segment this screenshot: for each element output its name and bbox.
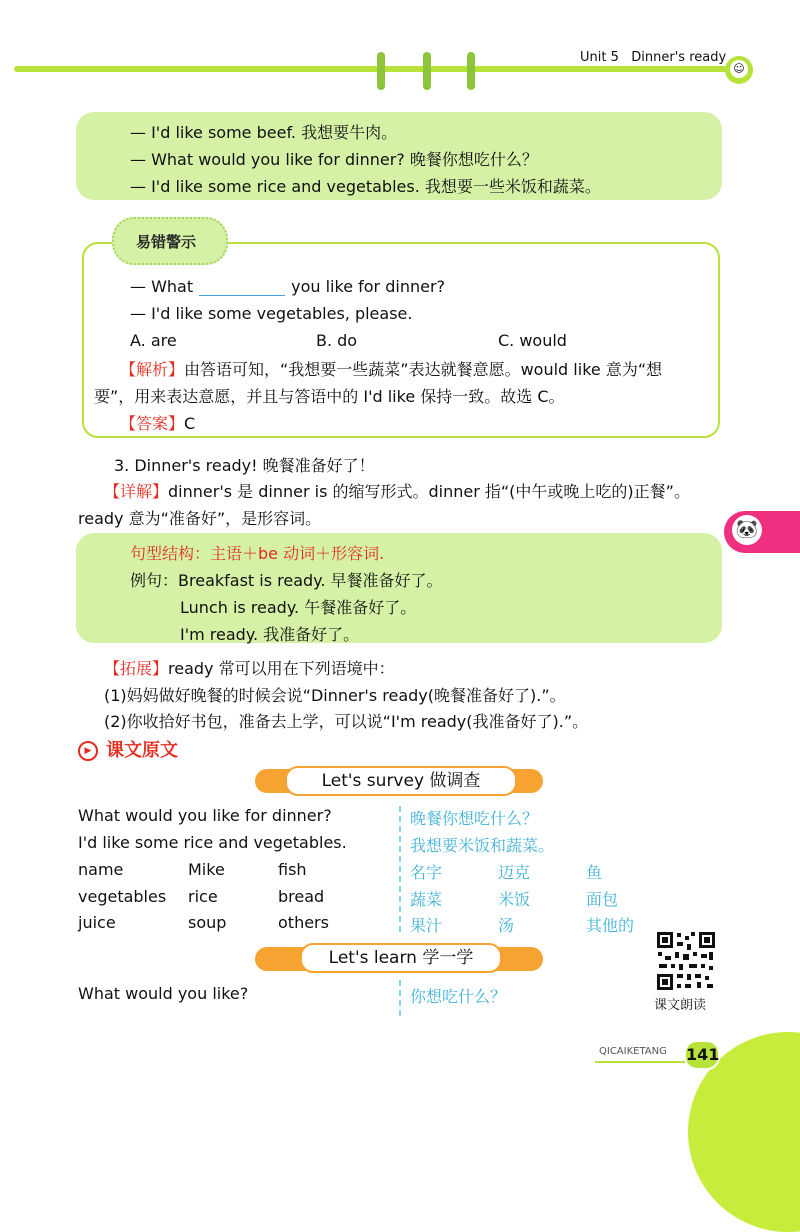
extension-item-2: (2)你收拾好书包，准备去上学，可以说“I'm ready(我准备好了).”。 [104, 712, 589, 731]
dialogue-line: — I'd like some rice and vegetables. 我想要一些米饭和蔬菜。 [130, 177, 601, 196]
mascot-face-icon: ☺ [730, 60, 748, 78]
learn-cn-question: 你想吃什么？ [410, 987, 507, 1006]
answer-line: 【答案】C [120, 414, 196, 433]
survey-en-answer: I'd like some rice and vegetables. [78, 833, 347, 852]
answer-blank [199, 279, 285, 296]
warning-box [82, 242, 720, 438]
table-cell-cn: 迈克 [498, 863, 531, 882]
table-cell: juice [78, 913, 116, 932]
analysis-line-1: 【解析】由答语可知，“我想要一些蔬菜”表达就餐意愿。would like 意为“想 [120, 360, 663, 379]
table-cell: bread [278, 887, 325, 906]
binder-clip-icon [377, 52, 385, 90]
footer-brand: QICAIKETANG [599, 1046, 667, 1057]
structure-line: 句型结构：主语＋be 动词＋形容词. [130, 544, 385, 563]
column-divider [399, 806, 401, 932]
table-cell-cn: 果汁 [410, 916, 443, 935]
warning-tag: 易错警示 [136, 233, 197, 251]
detail-line-1: 【详解】dinner's 是 dinner is 的缩写形式。dinner 指“(中午或晚上吃的)正餐”。 [104, 482, 690, 501]
dialogue-line: — What would you like for dinner? 晚餐你想吃什么？ [130, 150, 538, 169]
table-cell-cn: 其他的 [586, 916, 635, 935]
table-cell-cn: 汤 [498, 916, 515, 935]
table-cell-cn: 面包 [586, 890, 619, 909]
dialogue-line: — I'd like some beef. 我想要牛肉。 [130, 123, 398, 142]
table-cell: Mike [188, 860, 225, 879]
example-line-3: I'm ready. 我准备好了。 [180, 625, 360, 644]
section-title: ▶ 课文原文 [78, 736, 178, 762]
table-cell: name [78, 860, 124, 879]
table-cell: others [278, 913, 329, 932]
table-cell-cn: 米饭 [498, 890, 531, 909]
table-cell: soup [188, 913, 227, 932]
survey-cn-answer: 我想要米饭和蔬菜。 [410, 836, 555, 855]
extension-item-1: (1)妈妈做好晚餐的时候会说“Dinner's ready(晚餐准备好了).”。 [104, 686, 566, 705]
page-number: 141 [684, 1040, 720, 1070]
unit-header: Unit 5 Dinner's ready [580, 50, 727, 65]
survey-banner: Let's survey 做调查 [285, 766, 517, 796]
qr-code-icon[interactable] [655, 930, 717, 992]
play-circle-icon: ▶ [78, 741, 98, 761]
binder-clip-icon [423, 52, 431, 90]
point-title: 3. Dinner's ready! 晚餐准备好了！ [114, 456, 375, 475]
learn-en-question: What would you like? [78, 984, 249, 1003]
question-line-1: — What you like for dinner? [130, 277, 446, 296]
option-c: C. would [498, 331, 567, 350]
table-cell-cn: 鱼 [586, 863, 603, 882]
survey-en-question: What would you like for dinner? [78, 806, 332, 825]
table-cell: vegetables [78, 887, 167, 906]
option-b: B. do [316, 331, 358, 350]
detail-line-2: ready 意为“准备好”，是形容词。 [78, 509, 322, 528]
panda-icon: 🐼 [732, 515, 762, 545]
table-cell: fish [278, 860, 307, 879]
learn-banner: Let's learn 学一学 [300, 943, 502, 973]
column-divider [399, 980, 401, 1016]
survey-cn-question: 晚餐你想吃什么？ [410, 809, 539, 828]
example-line-1: 例句：Breakfast is ready. 早餐准备好了。 [130, 571, 443, 590]
qr-caption: 课文朗读 [654, 998, 707, 1013]
analysis-line-2: 要”，用来表达意愿，并且与答语中的 I'd like 保持一致。故选 C。 [94, 387, 565, 406]
question-line-2: — I'd like some vegetables, please. [130, 304, 413, 323]
table-cell-cn: 蔬菜 [410, 890, 443, 909]
extension-intro: 【拓展】ready 常可以用在下列语境中： [104, 659, 395, 678]
binder-clip-icon [467, 52, 475, 90]
table-cell-cn: 名字 [410, 863, 443, 882]
example-line-2: Lunch is ready. 午餐准备好了。 [180, 598, 417, 617]
option-a: A. are [130, 331, 177, 350]
table-cell: rice [188, 887, 218, 906]
